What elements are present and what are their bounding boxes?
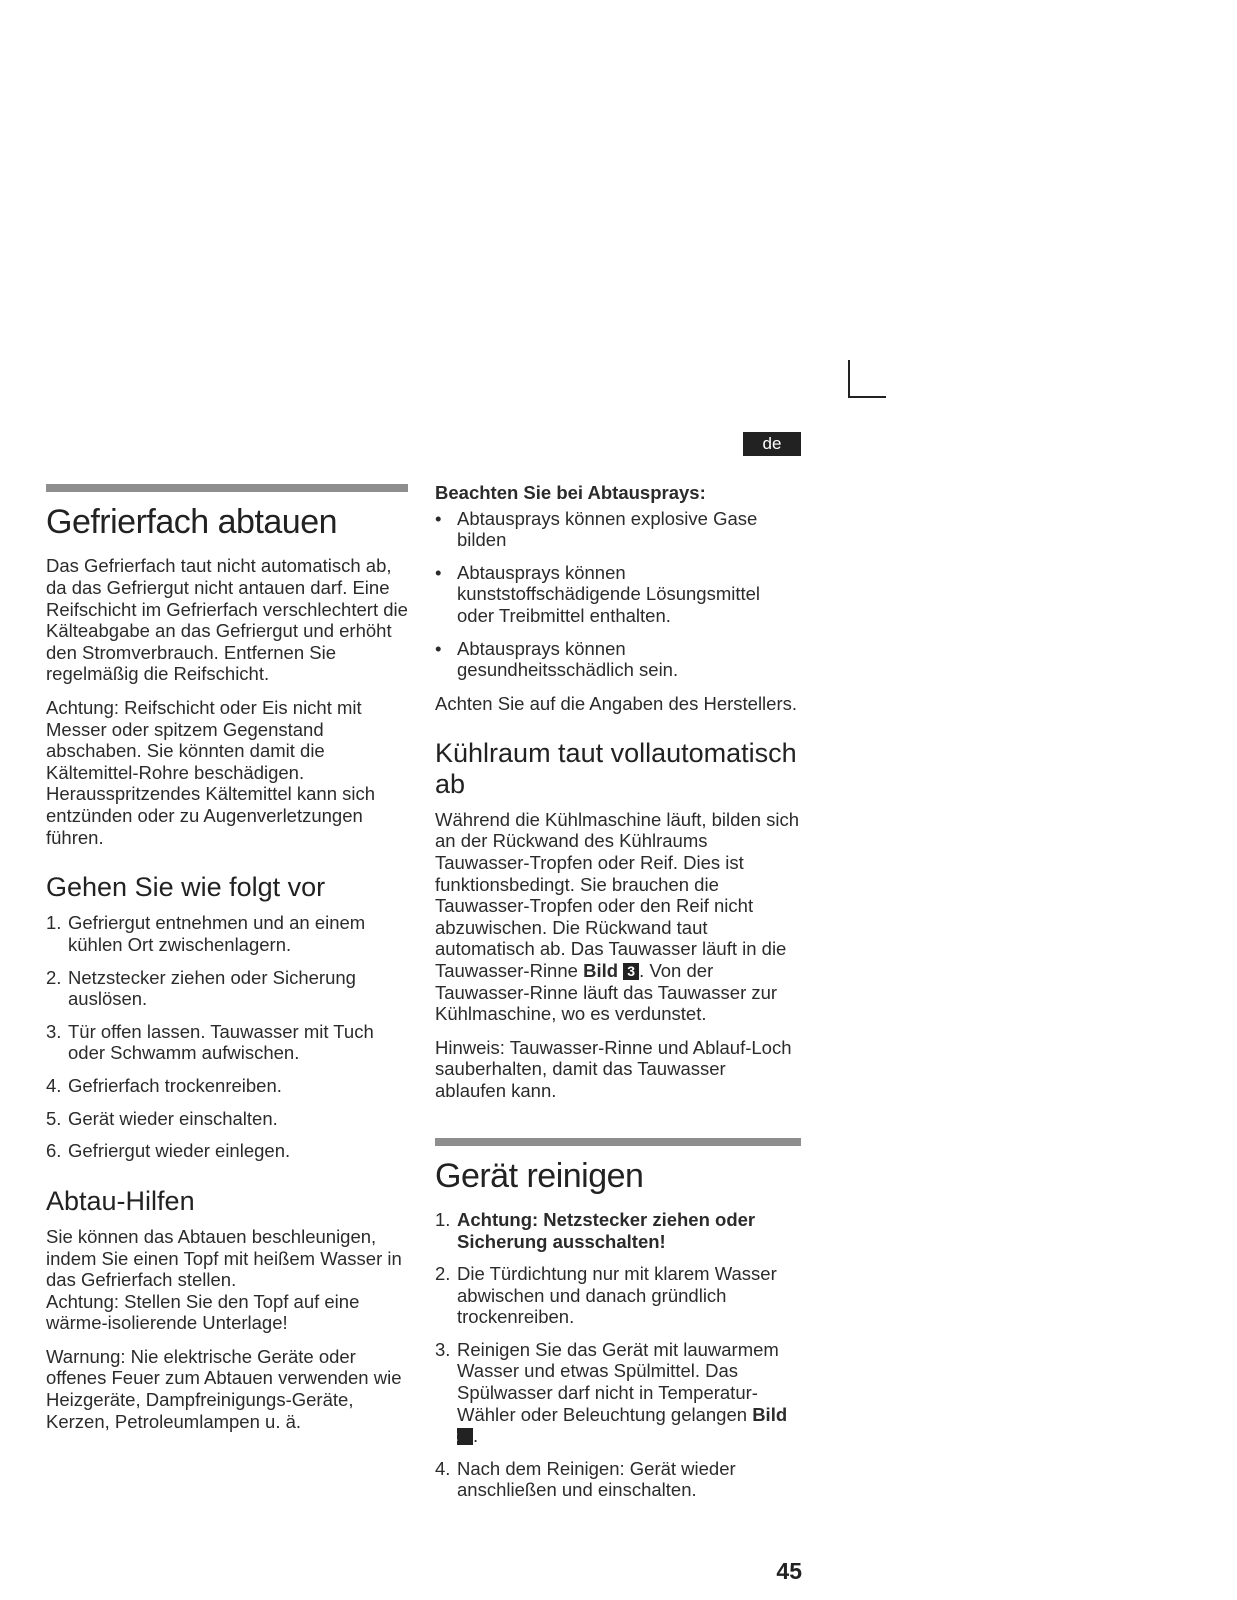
step-text: Achtung: Netzstecker ziehen oder Sicherung ausschalten! (457, 1208, 756, 1252)
steps-heading: Gehen Sie wie folgt vor (46, 872, 326, 903)
defrost-steps-list (46, 912, 408, 1161)
aids-text: Sie können das Abtauen beschleunigen, indem Sie einen Topf mit heißem Wasser in das Gefrierfach stellen. (46, 1225, 402, 1291)
step-text: Die Türdichtung nur mit klarem Wasser abwischen und danach gründlich trockenreiben. (457, 1263, 777, 1328)
section-rule (46, 484, 408, 492)
list-item (46, 912, 408, 955)
step-text: Reinigen Sie das Gerät mit lauwarmem Wasser und etwas Spülmittel. Das Spülwasser darf nicht in Temperatur-Wähler oder Beleuchtung gelangen (457, 1338, 779, 1425)
list-item (435, 1263, 801, 1328)
sprays-heading: Beachten Sie bei Abtausprays: (435, 482, 706, 503)
section-title-clean: Gerät reinigen (435, 1156, 644, 1195)
list-item (435, 1209, 801, 1252)
aids-warning: Warnung: Nie elektrische Geräte oder offenes Feuer zum Abtauen verwenden wie Heizgeräte, Dampfreinigungs-Geräte, Kerzen, Petroleumlampen u. ä. (46, 1345, 402, 1432)
intro-paragraph: Das Gefrierfach taut nicht automatisch ab, da das Gefriergut nicht antauen darf. Eine Reifschicht im Gefrierfach verschlechtert die Kälteabgabe an das Gefriergut und erhöht den Stromverbrauch. Entfernen Sie regelmäßig die Reifschicht. (46, 555, 408, 685)
left-column (46, 484, 408, 1444)
step-number: 1. (46, 912, 62, 934)
fridge-text-b: . Von der Tauwasser-Rinne läuft das Tauwasser zur Kühlmaschine, wo es verdunstet. (435, 959, 778, 1025)
section-rule (435, 1138, 801, 1146)
step-text: Gefrierfach trockenreiben. (68, 1074, 282, 1096)
sprays-note: Achten Sie auf die Angaben des Herstellers. (435, 692, 798, 714)
list-item (435, 1339, 801, 1447)
step-text-end: . (473, 1425, 479, 1447)
crop-mark (848, 360, 886, 398)
step-text: Nach dem Reinigen: Gerät wieder anschließen und einschalten. (457, 1457, 736, 1501)
list-item (435, 508, 801, 551)
list-item (46, 1140, 408, 1162)
list-item (46, 1108, 408, 1130)
fridge-note: Hinweis: Tauwasser-Rinne und Ablauf-Loch sauberhalten, damit das Tauwasser ablaufen kann. (435, 1036, 792, 1101)
bullet: • (435, 637, 442, 659)
list-item (46, 1021, 408, 1064)
aids-paragraph (46, 1226, 408, 1334)
language-badge: de (743, 432, 801, 456)
sprays-list (435, 508, 801, 681)
figure-ref-label: Bild (583, 959, 619, 981)
right-column (435, 482, 801, 1513)
bullet-text: Abtausprays können explosive Gase bilden (457, 507, 758, 551)
clean-steps-list (435, 1209, 801, 1501)
bullet: • (435, 561, 442, 583)
list-item (46, 1075, 408, 1097)
aids-heading: Abtau-Hilfen (46, 1185, 195, 1216)
bullet-text: Abtausprays können kunststoffschädigende Lösungsmittel oder Treibmittel enthalten. (457, 561, 761, 626)
list-item (435, 562, 801, 627)
step-number: 4. (46, 1074, 62, 1096)
page-number: 45 (776, 1558, 802, 1584)
step-number: 6. (46, 1140, 62, 1162)
figure-number-badge: 2 (457, 1428, 473, 1445)
bullet-text: Abtausprays können gesundheitsschädlich sein. (457, 637, 679, 681)
step-number: 2. (46, 966, 62, 988)
step-text: Gefriergut entnehmen und an einem kühlen Ort zwischenlagern. (68, 912, 366, 955)
step-text: Gerät wieder einschalten. (68, 1107, 278, 1129)
step-number: 4. (435, 1457, 451, 1479)
step-number: 1. (435, 1208, 451, 1230)
step-number: 3. (46, 1020, 62, 1042)
aids-caution: Achtung: Stellen Sie den Topf auf eine wärme-isolierende Unterlage! (46, 1290, 360, 1334)
fridge-paragraph (435, 809, 801, 1025)
step-text: Tür offen lassen. Tauwasser mit Tuch oder Schwamm aufwischen. (68, 1020, 374, 1064)
step-number: 3. (435, 1338, 451, 1360)
step-text: Netzstecker ziehen oder Sicherung auslösen. (68, 966, 356, 1010)
list-item (435, 1458, 801, 1501)
list-item (46, 967, 408, 1010)
fridge-text-a: Während die Kühlmaschine läuft, bilden sich an der Rückwand des Kühlraums Tauwasser-Tropfen oder Reif. Dies ist funktionsbedingt. Sie brauchen die Tauwasser-Tropfen oder den Reif nicht abzuwischen. Die Rückwand taut automatisch ab. Das Tauwasser läuft in die Tauwasser-Rinne (435, 808, 800, 981)
section-title-defrost-freezer: Gefrierfach abtauen (46, 503, 338, 541)
warning-paragraph: Achtung: Reifschicht oder Eis nicht mit Messer oder spitzem Gegenstand abschaben. Sie könnten damit die Kältemittel-Rohre beschädigen. Herausspritzendes Kältemittel kann sich entzünden oder zu Augenverletzungen führen. (46, 696, 376, 848)
step-number: 2. (435, 1263, 451, 1285)
figure-number-badge: 3 (623, 963, 639, 980)
figure-ref-label: Bild (752, 1403, 788, 1425)
step-text: Gefriergut wieder einlegen. (68, 1140, 291, 1162)
bullet: • (435, 507, 442, 529)
step-number: 5. (46, 1107, 62, 1129)
list-item (435, 638, 801, 681)
fridge-heading: Kühlraum taut vollautomatisch ab (435, 738, 797, 799)
